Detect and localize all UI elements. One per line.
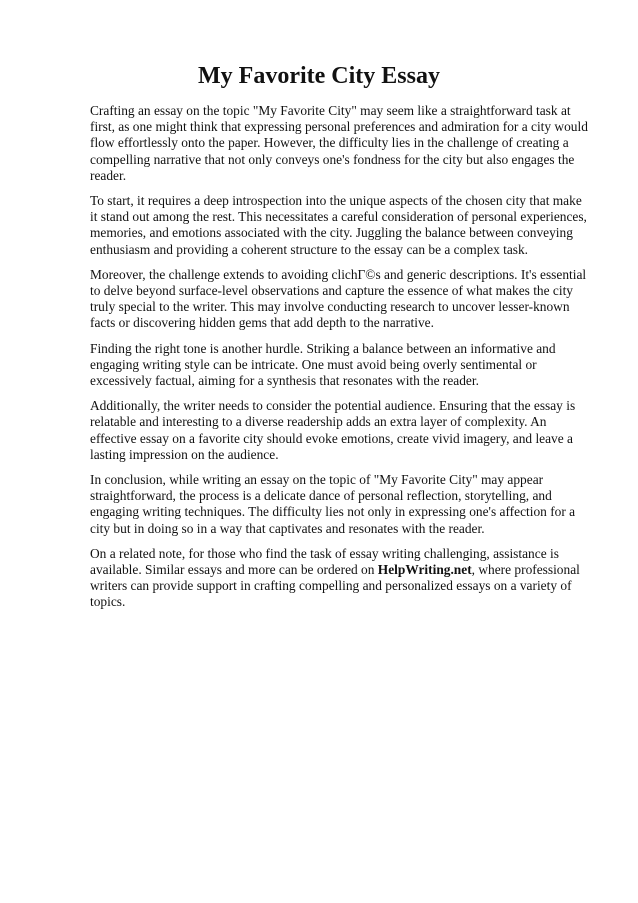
helpwriting-link[interactable]: HelpWriting.net [377, 562, 472, 578]
paragraph-4: Finding the right tone is another hurdle. Striking a balance between an informative and engaging writing style can be intricate. One must avoid being overly sentimental or excessively factual, aiming for a synthesis that resonates with the reader. [90, 340, 556, 389]
essay-body [90, 103, 590, 620]
paragraph-7 [90, 546, 590, 611]
page-title: My Favorite City Essay [198, 63, 440, 89]
paragraph-1: Crafting an essay on the topic "My Favorite City" may seem like a straightforward task at first, as one might think that expressing personal preferences and admiration for a city would flow effortlessly onto the paper. However, the difficulty lies in the challenge of creating a compelling narrative that not only conveys one's fondness for the city but also engages the reader. [90, 103, 588, 183]
paragraph-7-before: On a related note, for those who find the task of essay writing challenging, assistance is available. Similar essays and more can be ordered on [90, 545, 559, 578]
paragraph-6: In conclusion, while writing an essay on the topic of "My Favorite City" may appear straightforward, the process is a delicate dance of personal reflection, storytelling, and engaging writing techniques. The difficulty lies not only in expressing one's affection for a city but in doing so in a way that captivates and resonates with the reader. [90, 472, 576, 536]
paragraph-2: To start, it requires a deep introspection into the unique aspects of the chosen city that make it stand out among the rest. This necessitates a careful consideration of personal experiences, memories, and emotions associated with the city. Juggling the balance between conveying enthusiasm and providing a coherent structure to the essay can be a complex task. [90, 193, 587, 257]
paragraph-5: Additionally, the writer needs to consider the potential audience. Ensuring that the essay is relatable and interesting to a diverse readership adds an extra layer of complexity. An effective essay on a favorite city should evoke emotions, create vivid imagery, and leave a lasting impression on the audience. [90, 398, 576, 462]
paragraph-7-after: , where professional writers can provide support in crafting compelling and personalized essays on a variety of topics. [90, 562, 580, 610]
paragraph-3: Moreover, the challenge extends to avoiding clichΓ©s and generic descriptions. It's essential to delve beyond surface-level observations and capture the essence of what makes the city truly special to the writer. This may involve conducting research to uncover lesser-known facts or discovering hidden gems that add depth to the narrative. [90, 266, 587, 331]
